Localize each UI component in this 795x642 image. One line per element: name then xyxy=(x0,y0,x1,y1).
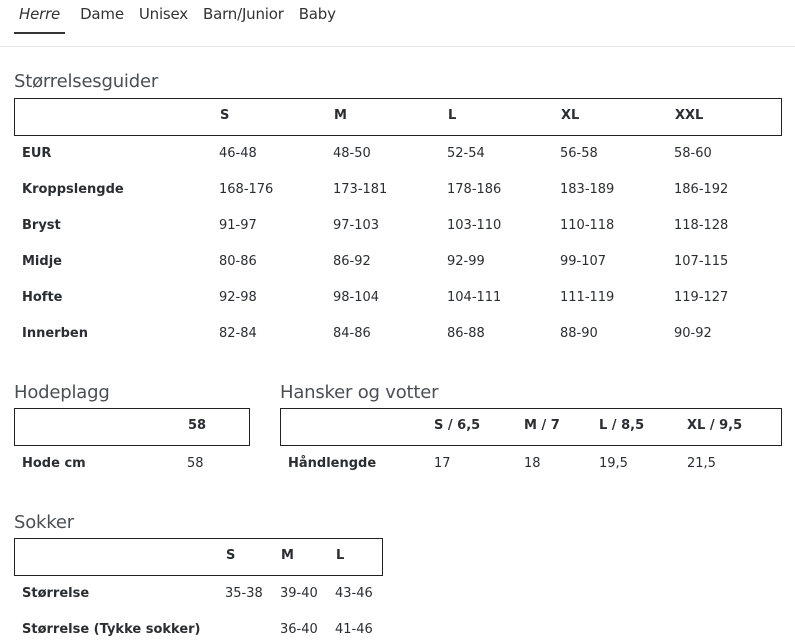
row-label: Midje xyxy=(22,254,62,269)
table-cell: 92-99 xyxy=(447,254,485,269)
table-cell: 21,5 xyxy=(687,456,716,471)
row-label: EUR xyxy=(22,146,52,161)
row-label: Størrelse xyxy=(22,586,90,601)
category-tabs xyxy=(14,0,351,32)
table-cell: 110-118 xyxy=(560,218,615,233)
column-header: 58 xyxy=(188,418,207,433)
table-cell: 56-58 xyxy=(560,146,598,161)
table-cell: 91-97 xyxy=(219,218,257,233)
table-cell: 17 xyxy=(434,456,451,471)
headwear-title: Hodeplagg xyxy=(14,382,110,403)
column-header: XL / 9,5 xyxy=(687,418,743,433)
row-label: Innerben xyxy=(22,326,88,341)
table-cell: 18 xyxy=(524,456,541,471)
table-cell: 103-110 xyxy=(447,218,502,233)
table-cell: 104-111 xyxy=(447,290,502,305)
table-cell: 97-103 xyxy=(333,218,380,233)
table-cell: 98-104 xyxy=(333,290,380,305)
row-label: Størrelse (Tykke sokker) xyxy=(22,622,201,637)
table-cell: 58-60 xyxy=(674,146,712,161)
table-cell: 41-46 xyxy=(335,622,373,637)
table-cell: 80-86 xyxy=(219,254,257,269)
column-header: L xyxy=(448,108,457,123)
tab-herre[interactable]: Herre xyxy=(14,0,65,34)
column-header: L xyxy=(336,548,345,563)
gloves-title: Hansker og votter xyxy=(280,382,439,403)
row-label: Håndlengde xyxy=(288,456,377,471)
table-cell: 173-181 xyxy=(333,182,388,197)
column-header: M xyxy=(281,548,294,563)
table-cell: 178-186 xyxy=(447,182,502,197)
table-cell: 52-54 xyxy=(447,146,485,161)
table-cell: 88-90 xyxy=(560,326,598,341)
table-cell: 118-128 xyxy=(674,218,729,233)
table-cell: 111-119 xyxy=(560,290,615,305)
table-cell: 43-46 xyxy=(335,586,373,601)
socks-title: Sokker xyxy=(14,512,74,533)
table-cell: 107-115 xyxy=(674,254,729,269)
table-cell: 186-192 xyxy=(674,182,729,197)
table-cell: 92-98 xyxy=(219,290,257,305)
tab-dame[interactable]: Dame xyxy=(80,5,124,23)
table-cell: 119-127 xyxy=(674,290,729,305)
row-label: Hofte xyxy=(22,290,63,305)
table-cell: 39-40 xyxy=(280,586,318,601)
table-cell: 58 xyxy=(187,456,204,471)
size-guide-header xyxy=(14,98,782,136)
size-guide-title: Størrelsesguider xyxy=(14,71,159,92)
table-cell: 48-50 xyxy=(333,146,371,161)
table-cell: 19,5 xyxy=(599,456,628,471)
table-cell: 46-48 xyxy=(219,146,257,161)
table-cell: 82-84 xyxy=(219,326,257,341)
headwear-header xyxy=(14,408,250,446)
column-header: M / 7 xyxy=(524,418,560,433)
table-cell: 35-38 xyxy=(225,586,263,601)
socks-header xyxy=(14,538,383,576)
table-cell: 90-92 xyxy=(674,326,712,341)
row-label: Bryst xyxy=(22,218,61,233)
table-cell: 168-176 xyxy=(219,182,274,197)
table-cell: 84-86 xyxy=(333,326,371,341)
row-label: Kroppslengde xyxy=(22,182,124,197)
row-label: Hode cm xyxy=(22,456,86,471)
table-cell: 36-40 xyxy=(280,622,318,637)
column-header: XL xyxy=(561,108,580,123)
tab-baby[interactable]: Baby xyxy=(298,5,336,23)
column-header: S / 6,5 xyxy=(434,418,481,433)
table-cell: 183-189 xyxy=(560,182,615,197)
column-header: XXL xyxy=(675,108,704,123)
table-cell: 99-107 xyxy=(560,254,607,269)
table-cell: 86-92 xyxy=(333,254,371,269)
column-header: S xyxy=(220,108,230,123)
gloves-header xyxy=(280,408,782,446)
column-header: L / 8,5 xyxy=(599,418,645,433)
column-header: S xyxy=(226,548,236,563)
tab-barn-junior[interactable]: Barn/Junior xyxy=(203,5,284,23)
tabs-divider xyxy=(0,46,795,47)
tab-unisex[interactable]: Unisex xyxy=(138,5,188,23)
table-cell: 86-88 xyxy=(447,326,485,341)
column-header: M xyxy=(334,108,347,123)
